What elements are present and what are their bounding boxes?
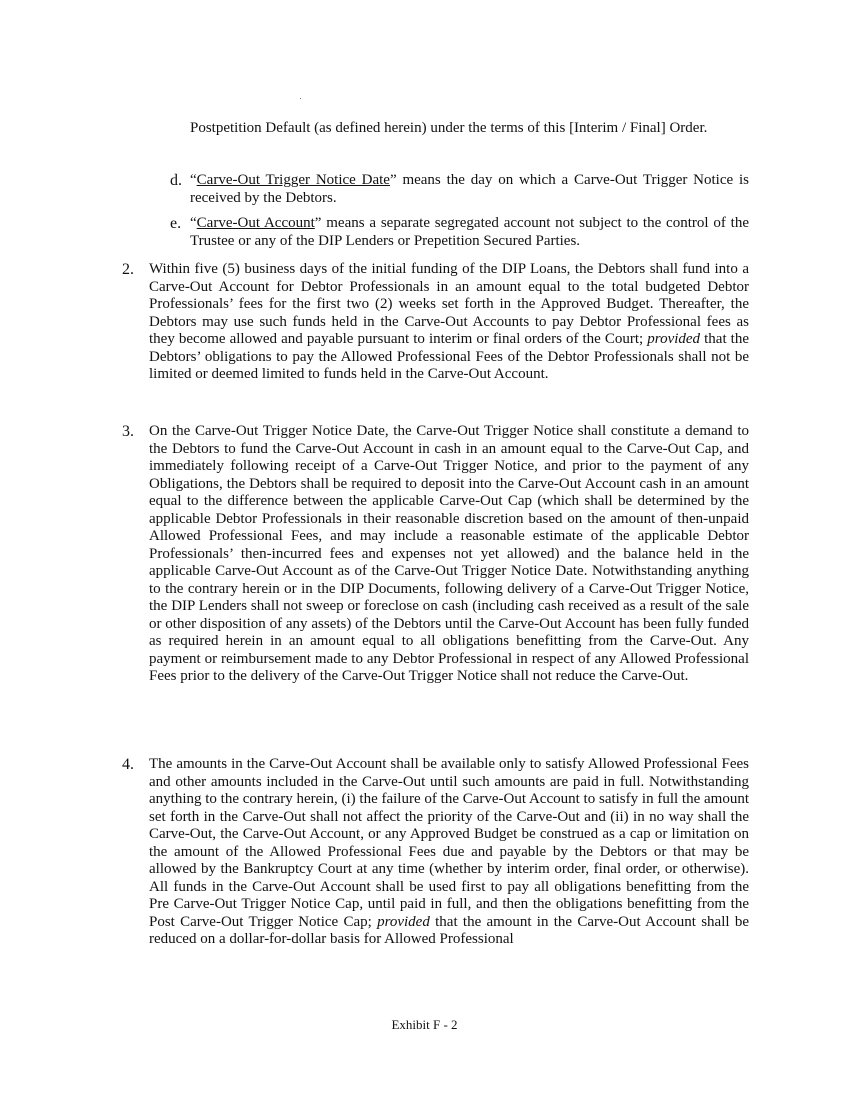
paragraph-2-text: Within five (5) business days of the initial funding of the DIP Loans, the Debtors shall fund into a Carve-Out Account for Debtor Professionals in an amount equal to the total budgeted Debtor Professionals’ fees for the first two (2) weeks set forth in the Approved Budget. Thereafter, the Debtors may use such funds held in the Carve-Out Accounts to pay Debtor Professional fees as they become allowed and payable pursuant to interim or final orders of the Court; provided that the Debtors’ obligations to pay the Allowed Professional Fees of the Debtor Professionals shall not be limited or deemed limited to funds held in the Carve-Out Account. (149, 261, 749, 382)
defined-term-trigger-notice-date: Carve-Out Trigger Notice Date (196, 172, 390, 188)
paragraph-c-continuation (190, 120, 749, 138)
item-e-text: “Carve-Out Account” means a separate segregated account not subject to the control of the Trustee or any of the DIP Lenders or Prepetition Secured Parties. (190, 215, 749, 249)
paragraph-2-label: 2. (122, 261, 134, 278)
item-e-label: e. (170, 215, 182, 232)
defined-term-carve-out-account: Carve-Out Account (196, 215, 315, 231)
scan-speck (300, 98, 301, 99)
paragraph-4-label: 4. (122, 756, 134, 773)
paragraph-c-text: Postpetition Default (as defined herein) under the terms of this [Interim / Final] Order. (190, 120, 708, 136)
numbered-paragraph-2 (122, 261, 749, 384)
definition-item-d (170, 172, 749, 207)
page-footer: Exhibit F - 2 (391, 1017, 458, 1032)
item-d-text: “Carve-Out Trigger Notice Date” means the day on which a Carve-Out Trigger Notice is received by the Debtors. (190, 172, 749, 206)
numbered-paragraph-3 (122, 423, 749, 686)
paragraph-3-text: On the Carve-Out Trigger Notice Date, the Carve-Out Trigger Notice shall constitute a demand to the Debtors to fund the Carve-Out Account in cash in an amount equal to the Carve-Out Cap, and immediately following receipt of a Carve-Out Trigger Notice, and prior to the payment of any Obligations, the Debtors shall be required to deposit into the Carve-Out Account cash in an amount equal to the difference between the applicable Carve-Out Cap (which shall be determined by the applicable Debtor Professionals in their reasonable discretion based on the amount of then-unpaid Allowed Professional Fees, and may include a reasonable estimate of the applicable Debtor Professionals’ then-incurred fees and expenses not yet allowed) and the balance held in the applicable Carve-Out Account as of the Carve-Out Trigger Notice Date. Notwithstanding anything to the contrary herein or in the DIP Documents, following delivery of a Carve-Out Trigger Notice, the DIP Lenders shall not sweep or foreclose on cash (including cash received as a result of the sale or other disposition of any assets) of the Debtors until the Carve-Out Account has been fully funded as required herein in an amount equal to all obligations benefitting from the Carve-Out. Any payment or reimbursement made to any Debtor Professional in respect of any Allowed Professional Fees prior to the delivery of the Carve-Out Trigger Notice shall not reduce the Carve-Out. (149, 423, 749, 684)
item-d-label: d. (170, 172, 182, 189)
numbered-paragraph-4 (122, 756, 749, 949)
paragraph-4-text: The amounts in the Carve-Out Account shall be available only to satisfy Allowed Professional Fees and other amounts included in the Carve-Out until such amounts are paid in full. Notwithstanding anything to the contrary herein, (i) the failure of the Carve-Out Account to satisfy in full the amount set forth in the Carve-Out shall not affect the priority of the Carve-Out and (ii) in no way shall the Carve-Out, the Carve-Out Account, or any Approved Budget be construed as a cap or limitation on the amount of the Allowed Professional Fees due and payable by the Debtors or that may be allowed by the Bankruptcy Court at any time (whether by interim order, final order, or otherwise). All funds in the Carve-Out Account shall be used first to pay all obligations benefitting from the Pre Carve-Out Trigger Notice Cap, until paid in full, and then the obligations benefitting from the Post Carve-Out Trigger Notice Cap; provided that the amount in the Carve-Out Account shall be reduced on a dollar-for-dollar basis for Allowed Professional (149, 756, 749, 947)
paragraph-3-label: 3. (122, 423, 134, 440)
definition-item-e (170, 215, 749, 250)
